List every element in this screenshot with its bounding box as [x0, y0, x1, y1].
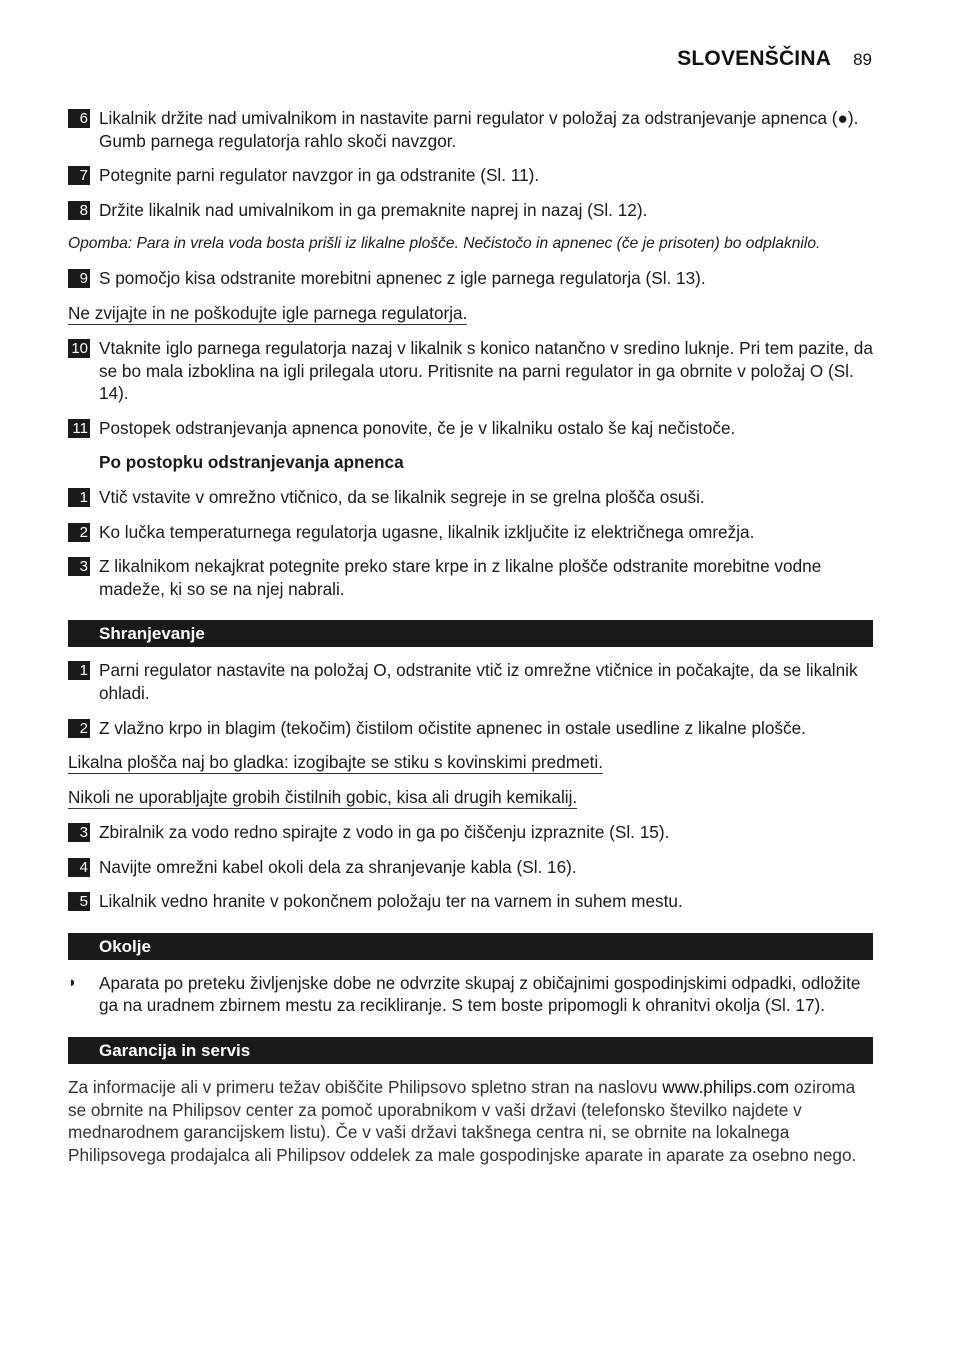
warranty-text: oziroma se obrnite na Philipsov center za pomoč uporabnikom v vaši državi (telefonsko številko najdete v mednarodnem garancijskem listu). Če v vaši državi takšnega centra ni, se obrnite na lokalnega Philipsovega prodajalca ali Philipsov oddelek za male gospodinjske aparate in aparate za osebno nego. [68, 1077, 857, 1165]
philips-website-link[interactable]: www.philips.com [662, 1077, 790, 1098]
step-text: Z likalnikom nekajkrat potegnite preko stare krpe in z likalne plošče odstranite morebitne vodne madeže, ki so se na njej nabrali. [99, 556, 822, 599]
warning-text: Likalna plošča naj bo gladka: izogibajte se stiku s kovinskimi predmeti. [68, 752, 603, 773]
after-step-1 [68, 486, 873, 509]
storage-step-1 [68, 659, 873, 704]
section-heading-environment: Okolje [68, 933, 873, 960]
step-text: S pomočjo kisa odstranite morebitni apnenec z igle parnega regulatorja (Sl. 13). [99, 268, 706, 289]
storage-step-3 [68, 821, 873, 844]
section-heading-storage: Shranjevanje [68, 620, 873, 647]
step-9 [68, 267, 873, 290]
language-title: SLOVENŠČINA [677, 47, 832, 70]
page-content [68, 107, 873, 1166]
step-number: 2 [68, 719, 90, 738]
section-heading-warranty: Garancija in servis [68, 1037, 873, 1064]
step-6 [68, 107, 873, 152]
environment-bullet [68, 972, 873, 1017]
step-number: 8 [68, 201, 90, 220]
step-text: Navijte omrežni kabel okoli dela za shranjevanje kabla (Sl. 16). [99, 856, 577, 877]
step-text: Vtič vstavite v omrežno vtičnico, da se likalnik segreje in se grelna plošča osuši. [99, 486, 705, 507]
step-number: 1 [68, 488, 90, 507]
bullet-icon: ◗ [68, 973, 78, 991]
warranty-paragraph [68, 1076, 873, 1166]
step-text: Z vlažno krpo in blagim (tekočim) čistilom očistite apnenec in ostale usedline z likalne plošče. [99, 717, 806, 738]
step-number: 3 [68, 823, 90, 842]
bullet-text: Aparata po preteku življenjske dobe ne odvrzite skupaj z običajnimi gospodinjskimi odpadki, odložite ga na uradnem zbirnem mestu za recikliranje. S tem boste pripomogli k ohranitvi okolja (Sl. 17). [99, 972, 861, 1016]
step-number: 5 [68, 892, 90, 911]
note: Opomba: Para in vrela voda bosta prišli iz likalne plošče. Nečistočo in apnenec (če je prisoten) bo odplaknilo. [68, 235, 821, 253]
storage-step-5 [68, 890, 873, 913]
after-step-2 [68, 521, 873, 544]
page-header [677, 47, 872, 71]
step-7 [68, 164, 873, 187]
storage-step-4 [68, 856, 873, 879]
step-text: Potegnite parni regulator navzgor in ga odstranite (Sl. 11). [99, 165, 540, 186]
step-number: 1 [68, 661, 90, 680]
step-text: Zbiralnik za vodo redno spirajte z vodo in ga po čiščenju izpraznite (Sl. 15). [99, 822, 670, 843]
step-10 [68, 337, 873, 405]
step-text: Postopek odstranjevanja apnenca ponovite, če je v likalniku ostalo še kaj nečistoče. [99, 417, 736, 438]
warning-text: Nikoli ne uporabljajte grobih čistilnih gobic, kisa ali drugih kemikalij. [68, 787, 578, 808]
after-step-3 [68, 555, 873, 600]
step-text: Ko lučka temperaturnega regulatorja ugasne, likalnik izključite iz električnega omrežja. [99, 521, 755, 542]
subheading: Po postopku odstranjevanja apnenca [99, 452, 404, 473]
step-text: Vtaknite iglo parnega regulatorja nazaj v likalnik s konico natančno v sredino luknje. Pri tem pazite, da se bo mala izboklina na igli prilegala utoru. Pritisnite na parni regulator in ga obrnite v položaj O (Sl. 14). [99, 337, 873, 404]
step-number: 7 [68, 166, 90, 185]
step-text: Likalnik držite nad umivalnikom in nastavite parni regulator v položaj za odstranjevanje apnenca (●). Gumb parnega regulatorja rahlo skoči navzgor. [99, 108, 859, 151]
page-number: 89 [853, 50, 872, 69]
warranty-text: Za informacije ali v primeru težav obiščite Philipsovo spletno stran na naslovu [68, 1077, 663, 1098]
step-text: Parni regulator nastavite na položaj O, odstranite vtič iz omrežne vtičnice in počakajte, da se likalnik ohladi. [99, 660, 858, 703]
step-number: 10 [68, 339, 90, 358]
storage-step-2 [68, 717, 873, 740]
step-number: 2 [68, 523, 90, 542]
step-text: Likalnik vedno hranite v pokončnem položaju ter na varnem in suhem mestu. [99, 891, 683, 912]
step-8 [68, 199, 873, 222]
step-number: 11 [68, 419, 90, 438]
step-11 [68, 417, 873, 440]
step-number: 3 [68, 557, 90, 576]
step-number: 9 [68, 269, 90, 288]
step-number: 4 [68, 858, 90, 877]
step-text: Držite likalnik nad umivalnikom in ga premaknite naprej in nazaj (Sl. 12). [99, 199, 648, 220]
warning-text: Ne zvijajte in ne poškodujte igle parnega regulatorja. [68, 302, 468, 323]
step-number: 6 [68, 109, 90, 128]
